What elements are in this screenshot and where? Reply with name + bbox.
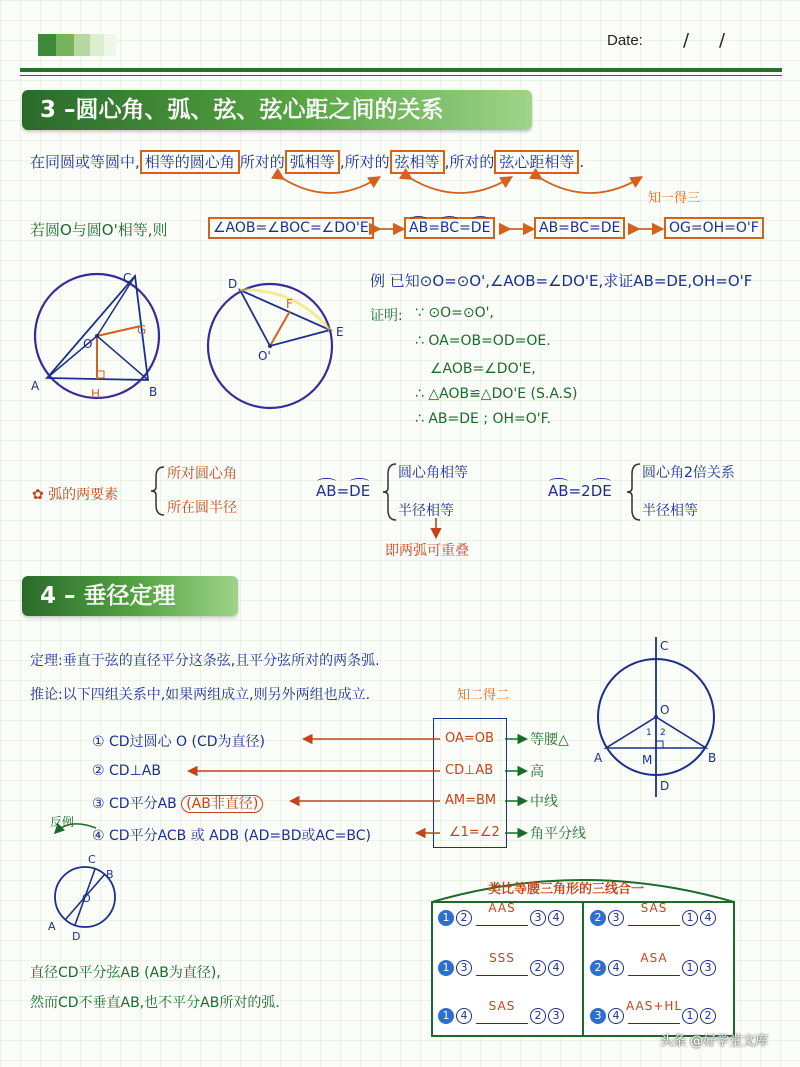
line1-mid3: ,所对的 xyxy=(444,153,495,171)
fig3-label-D: D xyxy=(660,779,670,793)
right-3: 中线 xyxy=(530,794,558,810)
analogy-row-right-2 xyxy=(590,950,718,976)
circle-num: 1 xyxy=(682,960,698,976)
fig3-label-O: O xyxy=(660,703,670,717)
method-label: SSS xyxy=(489,950,515,965)
arc-overlap-note: 即两弧可重叠 xyxy=(385,543,469,559)
arc-dbl-AB: AB xyxy=(548,482,569,500)
circle-num: 2 xyxy=(530,1008,546,1024)
arc-dbl-sign: =2 xyxy=(568,482,591,500)
box-arc-equal: 弧相等 xyxy=(285,150,340,174)
item-3-note: (AB非直径) xyxy=(181,795,263,813)
arrow-line xyxy=(476,1023,528,1024)
theorem-text: 定理:垂直于弦的直径平分这条弦,且平分弦所对的两条弧. xyxy=(30,653,380,669)
analogy-row-right-3 xyxy=(590,998,718,1024)
fig3-label-B: B xyxy=(708,751,717,765)
circle-num: 3 xyxy=(548,1008,564,1024)
method-label: AAS+HL xyxy=(626,998,683,1013)
fig4-label-C: C xyxy=(88,853,96,866)
fig4-label-A: A xyxy=(48,920,56,933)
date-slash-1: / xyxy=(683,30,690,51)
fig1-label-O: O xyxy=(83,337,93,351)
know-two-get-two: 知二得二 xyxy=(457,688,510,703)
box-chord-equal: 弦相等 xyxy=(390,150,445,174)
arc-eq-sign: = xyxy=(336,482,350,500)
analogy-row-left-3 xyxy=(438,998,566,1024)
arrow-line xyxy=(628,975,680,976)
arc-eq-AB: AB xyxy=(316,482,337,500)
arc-equal-item-1: 圆心角相等 xyxy=(398,465,468,481)
arrow-line xyxy=(628,1023,680,1024)
item-3-text: CD平分AB xyxy=(109,796,177,812)
mid-3: AM=BM xyxy=(445,793,497,808)
box-chord-equal-2: AB=BC=DE xyxy=(534,217,625,239)
item-3-num: ③ xyxy=(92,796,105,812)
fig2-label-O: O' xyxy=(258,349,271,363)
analogy-title: 类比等腰三角形的三线合一 xyxy=(488,882,645,897)
proof-step-5: ∴ AB=DE ; OH=O'F. xyxy=(415,411,551,427)
analogy-row-left-2 xyxy=(438,950,566,976)
circle-num: 2 xyxy=(530,960,546,976)
method-label: AAS xyxy=(488,900,516,915)
eq2: = xyxy=(459,220,471,236)
proof-step-4: ∴ △AOB≌△DO'E (S.A.S) xyxy=(415,386,578,402)
circle-num: 4 xyxy=(548,960,564,976)
arc-two-elements-label: ✿ 弧的两要素 xyxy=(32,487,119,503)
section3-title: 3 –圆心角、弧、弦、弦心距之间的关系 xyxy=(22,90,532,130)
fig2-label-D: D xyxy=(228,277,238,291)
arc-dbl-DE: DE xyxy=(590,482,612,500)
item-4-text: CD平分ACB 或 ADB (AD=BD或AC=BC) xyxy=(109,828,371,844)
method-arrow xyxy=(626,950,682,976)
fig1-label-H: H xyxy=(91,387,101,401)
box-distance-equal: OG=OH=O'F xyxy=(664,217,764,239)
analogy-row-left-1 xyxy=(438,900,566,926)
proof-label: 证明: xyxy=(370,308,403,324)
circle-num: 4 xyxy=(608,1008,624,1024)
fig4-label-B: B xyxy=(106,868,114,881)
fig3-label-1: 1 xyxy=(646,728,652,738)
proof-step-1: ∵ ⊙O=⊙O', xyxy=(415,305,494,321)
fig1-label-B: B xyxy=(149,385,158,399)
box-central-angle: 相等的圆心角 xyxy=(140,150,240,174)
section4-title: 4 – 垂径定理 xyxy=(22,576,238,616)
arc-double-item-1: 圆心角2倍关系 xyxy=(642,465,735,481)
arrow-line xyxy=(476,975,528,976)
date-label: Date: xyxy=(607,32,643,49)
know-one-get-three: 知一得三 xyxy=(648,191,701,206)
line1-mid1: 所对的 xyxy=(239,153,285,171)
arrow-line xyxy=(476,925,528,926)
two-elements-text: 弧的两要素 xyxy=(48,487,119,503)
fig4-label-D: D xyxy=(72,930,81,943)
circle-num: 4 xyxy=(548,910,564,926)
circle-num: 3 xyxy=(456,960,472,976)
method-label: ASA xyxy=(640,950,668,965)
item-4-num: ④ xyxy=(92,828,105,844)
method-label: SAS xyxy=(488,998,516,1013)
circle-num: 4 xyxy=(456,1008,472,1024)
fig4-label-O: O xyxy=(82,892,91,905)
item-2-text: CD⊥AB xyxy=(109,763,161,779)
fig1-label-C: C xyxy=(123,271,132,285)
circle-num: 2 xyxy=(456,910,472,926)
item-1-num: ① xyxy=(92,734,105,750)
arc-BC: BC xyxy=(439,220,460,236)
arrow-line xyxy=(628,925,680,926)
figure-perpendicular xyxy=(590,632,730,802)
proof-step-3: ∠AOB=∠DO'E, xyxy=(430,361,536,377)
fig2-label-E: E xyxy=(336,325,344,339)
line1-suffix: . xyxy=(579,153,585,171)
line1-mid2: ,所对的 xyxy=(339,153,390,171)
circle-num: 1 xyxy=(438,910,454,926)
fig2-label-F: F xyxy=(286,297,293,311)
analogy-row-right-1 xyxy=(590,900,718,926)
method-arrow xyxy=(474,998,530,1024)
watermark: 头条 @好学堂文库 xyxy=(660,1034,769,1049)
circle-num: 1 xyxy=(438,960,454,976)
fig1-label-G: G xyxy=(137,323,147,337)
circle-num: 2 xyxy=(590,910,606,926)
two-elements-item-1: 所对圆心角 xyxy=(167,466,237,482)
eq1: = xyxy=(428,220,440,236)
method-arrow xyxy=(626,998,683,1024)
circle-num: 1 xyxy=(438,1008,454,1024)
circle-num: 4 xyxy=(608,960,624,976)
item-1-text: CD过圆心 O (CD为直径) xyxy=(109,734,265,750)
arc-AB: AB xyxy=(409,220,429,236)
date-slash-2: / xyxy=(719,30,726,51)
corollary-text: 推论:以下四组关系中,如果两组成立,则另外两组也成立. xyxy=(30,687,371,703)
method-arrow xyxy=(626,900,682,926)
arc-DE: DE xyxy=(470,220,491,236)
mid-4: ∠1=∠2 xyxy=(449,825,500,840)
fig1-label-A: A xyxy=(31,379,40,393)
circle-num: 3 xyxy=(608,910,624,926)
box-chord-distance: 弦心距相等 xyxy=(494,150,579,174)
two-elements-item-2: 所在圆半径 xyxy=(167,500,237,516)
fig3-label-M: M xyxy=(642,753,653,767)
counter-text-2: 然而CD不垂直AB,也不平分AB所对的弧. xyxy=(30,995,280,1011)
arc-double-item-2: 半径相等 xyxy=(642,503,698,519)
figure-counterexample xyxy=(40,850,130,945)
right-1: 等腰△ xyxy=(530,732,569,748)
counterexample-label: 反例 xyxy=(50,815,75,829)
circle-num: 3 xyxy=(530,910,546,926)
fig3-label-A: A xyxy=(594,751,603,765)
fig3-label-C: C xyxy=(660,639,669,653)
right-4: 角平分线 xyxy=(530,826,586,842)
mid-1: OA=OB xyxy=(445,731,494,746)
mid-2: CD⊥AB xyxy=(445,763,494,778)
method-label: SAS xyxy=(640,900,668,915)
box-angle-equal: ∠AOB=∠BOC=∠DO'E xyxy=(208,217,374,239)
method-arrow xyxy=(474,900,530,926)
circle-num: 3 xyxy=(700,960,716,976)
arc-equal-item-2: 半径相等 xyxy=(398,503,454,519)
method-arrow xyxy=(474,950,530,976)
circle-num: 3 xyxy=(590,1008,606,1024)
line1-prefix: 在同圆或等圆中, xyxy=(30,153,140,171)
circle-num: 1 xyxy=(682,1008,698,1024)
arc-eq-DE: DE xyxy=(349,482,371,500)
circle-num: 2 xyxy=(590,960,606,976)
circle-num: 2 xyxy=(700,1008,716,1024)
counter-text-1: 直径CD平分弦AB (AB为直径), xyxy=(30,965,221,981)
line2-prefix: 若圆O与圆O'相等,则 xyxy=(30,221,168,239)
circle-num: 1 xyxy=(682,910,698,926)
fig3-label-2: 2 xyxy=(660,728,666,738)
item-2-num: ② xyxy=(92,763,105,779)
proof-step-2: ∴ OA=OB=OD=OE. xyxy=(415,333,551,349)
right-2: 高 xyxy=(530,764,544,780)
circle-num: 4 xyxy=(700,910,716,926)
example-title: 例 已知⊙O=⊙O',∠AOB=∠DO'E,求证AB=DE,OH=O'F xyxy=(370,272,753,290)
